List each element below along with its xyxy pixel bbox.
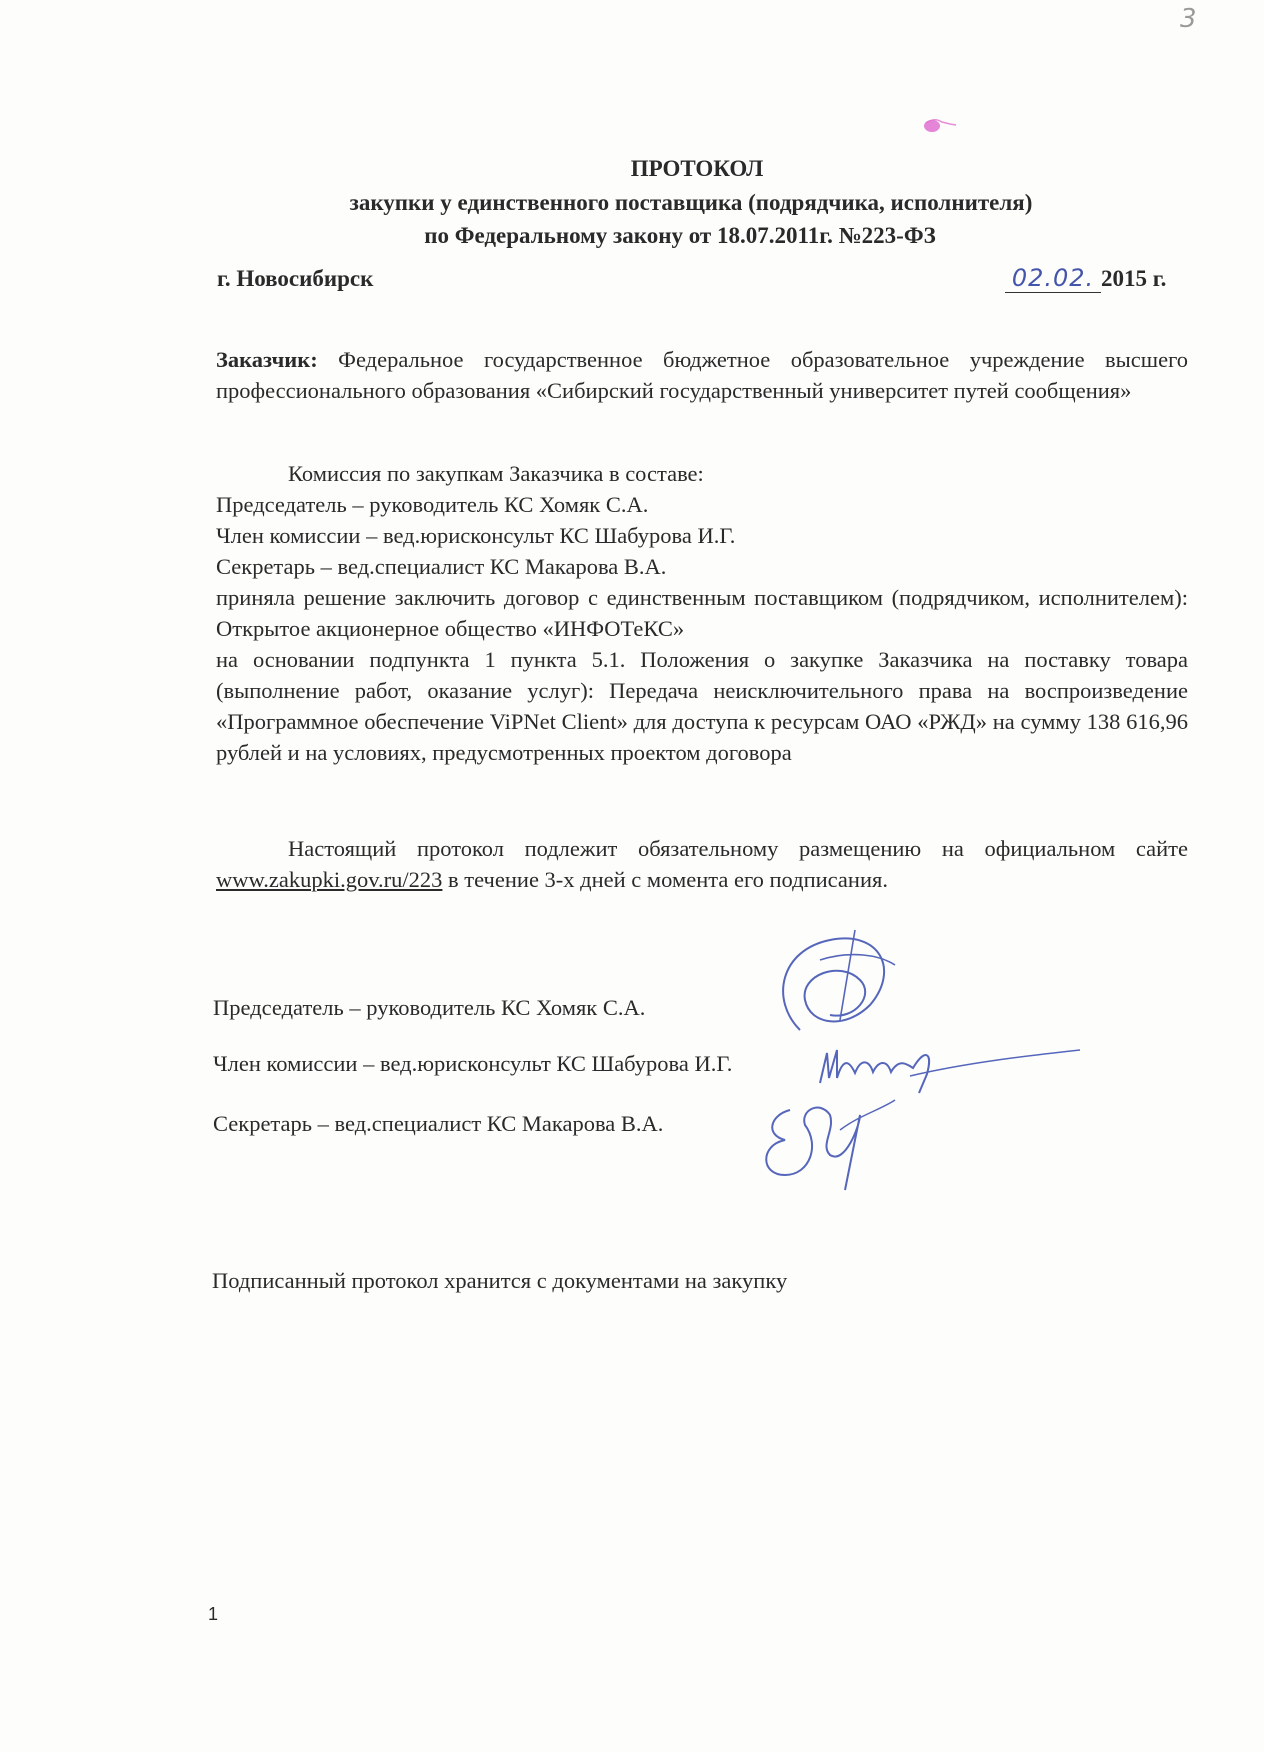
commission-decision: приняла решение заключить договор с единственным поставщиком (подрядчиком, исполнителем): Открытое акционерное общество «ИНФОТеКС» xyxy=(216,585,1188,641)
page-number: 1 xyxy=(208,1604,219,1624)
commission-chair: Председатель – руководитель КС Хомяк С.А. xyxy=(216,492,649,517)
document-subtitle: закупки у единственного поставщика (подрядчика, исполнителя) xyxy=(349,190,1033,215)
commission-member: Член комиссии – вед.юрисконсульт КС Шабурова И.Г. xyxy=(216,523,736,548)
publication-notice xyxy=(216,833,1188,895)
signature-member: Член комиссии – вед.юрисконсульт КС Шабурова И.Г. xyxy=(213,1051,733,1076)
secretary-signature-icon xyxy=(750,1085,900,1195)
customer-label: Заказчик: xyxy=(216,347,318,372)
sheet-number: 3 xyxy=(1180,4,1197,34)
commission-secretary: Секретарь – вед.специалист КС Макарова В.А. xyxy=(216,554,667,579)
document-title: ПРОТОКОЛ xyxy=(630,156,764,181)
signature-chair: Председатель – руководитель КС Хомяк С.А. xyxy=(213,995,646,1020)
customer-text: Федеральное государственное бюджетное образовательное учреждение высшего профессионального образования «Сибирский государственный университет путей сообщения» xyxy=(216,347,1188,403)
commission-section xyxy=(216,458,1188,768)
commission-basis: на основании подпункта 1 пункта 5.1. Положения о закупке Заказчика на поставку товара (выполнение работ, оказание услуг): Передача неисключительного права на воспроизведение «Программное обеспечение ViPNet Client» для доступа к ресурсам ОАО «РЖД» на сумму 138 616,96 рублей и на условиях, предусмотренных проектом договора xyxy=(216,647,1188,765)
signature-secretary: Секретарь – вед.специалист КС Макарова В.А. xyxy=(213,1111,664,1136)
stored-note: Подписанный протокол хранится с документами на закупку xyxy=(212,1268,788,1293)
handwritten-date: 02.02. xyxy=(1005,264,1101,293)
zakupki-link[interactable]: www.zakupki.gov.ru/223 xyxy=(216,867,443,892)
document-city: г. Новосибирск xyxy=(217,266,374,291)
document-law-reference: по Федеральному закону от 18.07.2011г. №223-ФЗ xyxy=(424,223,936,248)
notice-rest: в течение 3-х дней с момента его подписания. xyxy=(442,867,888,892)
date-year: 2015 г. xyxy=(1101,266,1167,291)
commission-lead: Комиссия по закупкам Заказчика в составе: xyxy=(288,461,704,486)
notice-text: Настоящий протокол подлежит обязательному размещению на официальном сайте xyxy=(288,836,1188,861)
stamp-mark-icon xyxy=(920,115,960,137)
document-date xyxy=(1005,264,1166,293)
customer-paragraph xyxy=(216,344,1188,406)
document-header xyxy=(0,152,1264,252)
chair-signature-icon xyxy=(760,920,920,1050)
